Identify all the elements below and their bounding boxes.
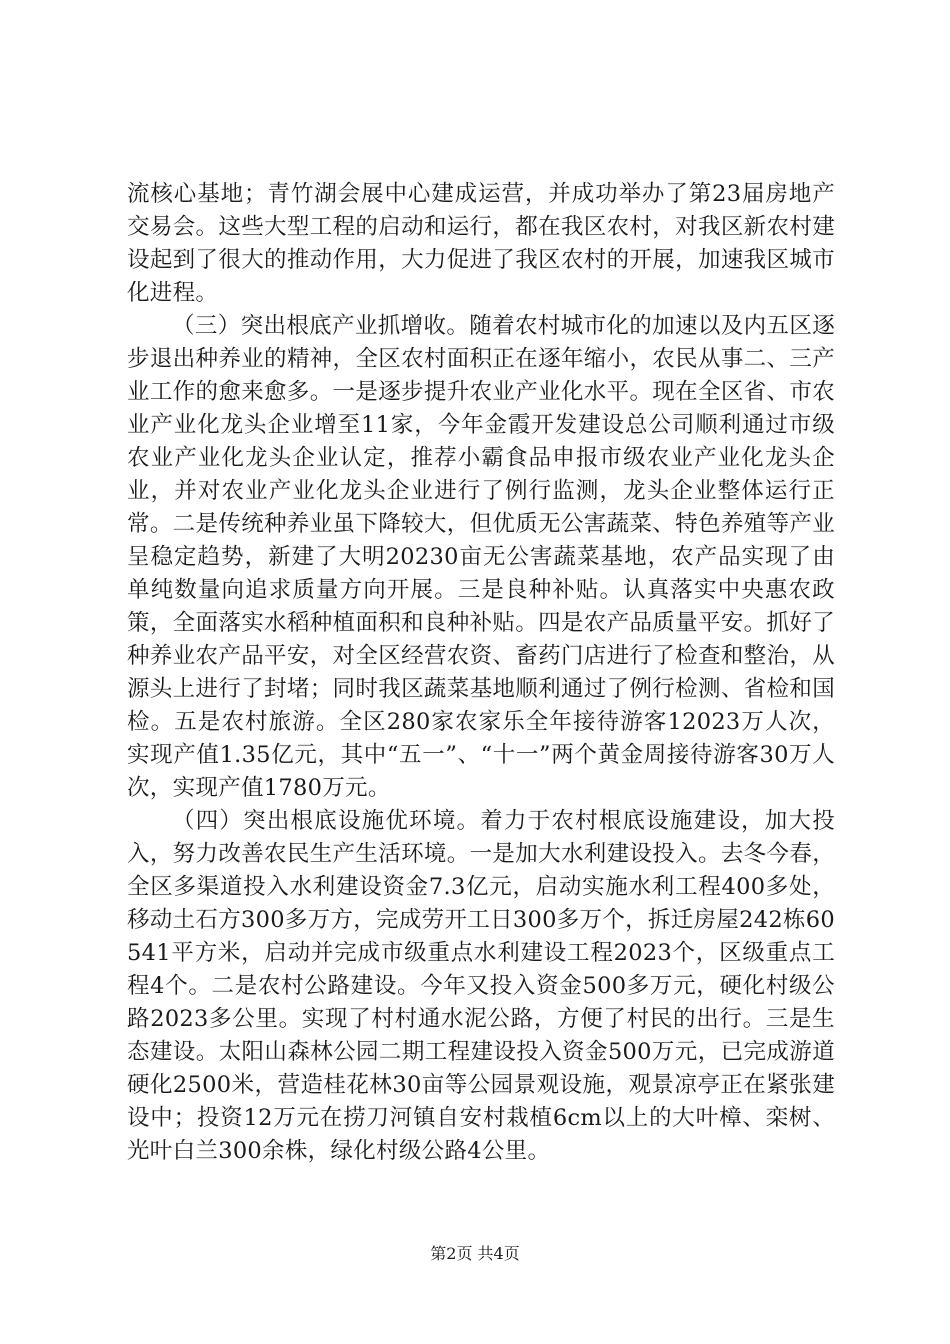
page-number-footer: 第2页 共4页 bbox=[430, 1244, 520, 1263]
paragraph-section-three: （三）突出根底产业抓增收。随着农村城市化的加速以及内五区逐步退出种养业的精神，全区农村面积正在逐年缩小，农民从事二、三产业工作的愈来愈多。一是逐步提升农业产业化水平。现在全区省、市农业产业化龙头企业增至11家，今年金霞开发建设总公司顺利通过市级农业产业化龙头企业认定，推荐小霸食品申报市级农业产业化龙头企业，并对农业产业化龙头企业进行了例行监测，龙头企业整体运行正常。二是传统种养业虽下降较大，但优质无公害蔬菜、特色养殖等产业呈稳定趋势，新建了大明20230亩无公害蔬菜基地，农产品实现了由单纯数量向追求质量方向开展。三是良种补贴。认真落实中央惠农政策，全面落实水稻种植面积和良种补贴。四是农产品质量平安。抓好了种养业农产品平安，对全区经营农资、畜药门店进行了检查和整治，从源头上进行了封堵；同时我区蔬菜基地顺利通过了例行检测、省检和国检。五是农村旅游。全区280家农家乐全年接待游客12023万人次，实现产值1.35亿元，其中“五一”、“十一”两个黄金周接待游客30万人次，实现产值1780万元。 bbox=[127, 313, 835, 801]
paragraph-section-four: （四）突出根底设施优环境。着力于农村根底设施建设，加大投入，努力改善农民生产生活环境。一是加大水利建设投入。去冬今春，全区多渠道投入水利建设资金7.3亿元，启动实施水利工程400多处，移动土石方300多万方，完成劳开工日300多万个，拆迁房屋242栋60541平方米，启动并完成市级重点水利建设工程2023个，区级重点工程4个。二是农村公路建设。今年又投入资金500多万元，硬化村级公路2023多公里。实现了村村通水泥公路，方便了村民的出行。三是生态建设。太阳山森林公园二期工程建设投入资金500万元，已完成游道硬化2500米，营造桂花林30亩等公园景观设施，观景凉亭正在紧张建设中；投资12万元在捞刀河镇自安村栽植6cm以上的大叶樟、栾树、光叶白兰300余株，绿化村级公路4公里。 bbox=[127, 808, 835, 1164]
paragraph-continuation: 流核心基地；青竹湖会展中心建成运营，并成功举办了第23届房地产交易会。这些大型工程的启动和运行，都在我区农村，对我区新农村建设起到了很大的推动作用，大力促进了我区农村的开展，加速我区城市化进程。 bbox=[127, 181, 835, 306]
document-body bbox=[127, 178, 835, 1168]
